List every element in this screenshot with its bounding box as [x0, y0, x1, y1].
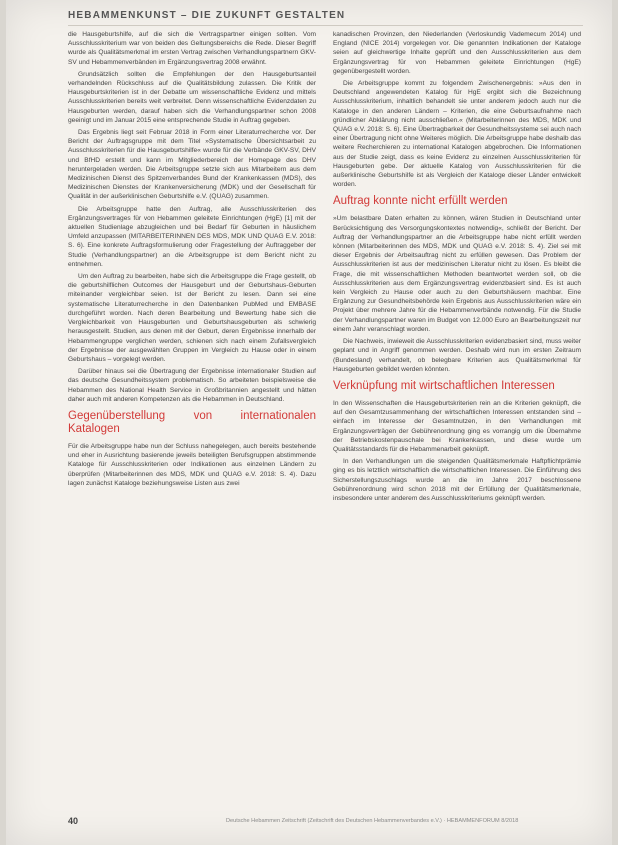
body-paragraph: In den Wissenschaften die Hausgeburtskriterien rein an die Kriterien geknüpft, die auf den Gesamtzusammenhang der wirtschaftlichen Interessen entstanden sind – einfach im Interesse der Gesamtnutzen, in den Verhandlungen mit Ergänzungsverträgen der Gebührenordnung ging es vorrangig um die Übernahme der Betriebskostenpauschale bei Krankenkassen, und diese wurde um Qualitätsstandards für die Hebammenarbeit geknüpft. — [333, 399, 581, 453]
running-head: HEBAMMENKUNST – DIE ZUKUNFT GESTALTEN — [68, 10, 346, 21]
body-paragraph: Um den Auftrag zu bearbeiten, habe sich die Arbeitsgruppe die Frage gestellt, ob die geburtshilflichen Outcomes der Hausgeburt und der Geburtshaus-Geburten miteinander vergleichbar seien. Ist der Bericht zu lesen. Dann sei eine systematische Literaturrecherche in den Datenbanken PubMed und EMBASE durchgeführt worden. Nach deren Bearbeitung und Bewertung habe sich die Vergleichbarkeit von Hausgeburten und Geburtshausgeburten als schwierig herausgestellt. Studien, aus denen mit der Geburt, deren Ergebnisse innerhalb der Hebammengruppe verglichen werden, schienen sich nach einem Zufallsvergleich der Ergebnisse der ausgewählten Gruppen im Vergleich zu Hause oder in einem Geburtshaus – vorgelegt werden. — [68, 273, 316, 363]
body-paragraph: »Um belastbare Daten erhalten zu können, wären Studien in Deutschland unter Berücksichtigung des Versorgungskontextes notwendig«, schließt der Bericht. Der Auftrag der Verhandlungspartner an die Arbeitsgruppe habe nicht erfüllt werden können (Mitarbeiterinnen des MDS, MDK und QUAG e.V. 2018: S. 4). Ziel sei mit dieser Ergebnis der Arbeitsauftrag nicht zu erfüllen gewesen. Das Problem der Ausschlusskriterien ist aus der medizinischen Literatur nicht zu lösen. Es bleibt die Frage, die mit wissenschaftlichen Methoden beantwortet werden soll, ob die Ausschlusskriterien aus dem Ergänzungsvertrag evidenzbasiert sind. Es ist auch kein Vergleich zu Hause oder auch zu den Geburtshäusern machbar. Eine Ergänzung zur Gesundheitsbehörde kein Ergebnis aus Ausschlusskriterien wäre ein Projekt über mehrere Jahre für die Hebammenverbände notwendig. Für die Studie der Verhandlungspartner waren im Budget von 12.000 Euro an Bearbeitungszeit nur einem Jahr veranschlagt worden. — [333, 215, 581, 333]
body-paragraph: die Hausgeburtshilfe, auf die sich die Vertragspartner einigen sollten. Vom Ausschlusskriterium war von beiden des Geltungsbereichs die Rede. Dieser Begriff wurde als Qualitätsmerkmal im ersten Vertrag zwischen Verhandlungspartnern GKV-SV und Hebammenverbänden im Ergänzungsvertrag 2008 erwähnt. — [68, 31, 316, 66]
body-paragraph: Die Arbeitsgruppe hatte den Auftrag, alle Ausschlusskriterien des Ergänzungsvertrages für von Hebammen geleitete Einrichtungen (HgE) [1] mit der aktuellen Studienlage abzugleichen und bei Bedarf für Geburten in häuslichem Umfeld anzupassen (MITARBEITERINNEN DES MDS, MDK UND QUAG E.V. 2018: S. 6). Eine konkrete Auftragsformulierung oder Fragestellung der Auftraggeber der Studie (Verhandlungspartner) an die Arbeitsgruppe ist dem Bericht nicht zu entnehmen. — [68, 205, 316, 268]
page-number: 40 — [68, 816, 79, 826]
section-heading: Gegenüberstellung von internationalen Katalogen — [68, 409, 316, 435]
body-paragraph: kanadischen Provinzen, den Niederlanden (Verloskundig Vademecum 2014) und England (NICE 2014) vorgelegen vor. Die genannten Indikationen der Kataloge seien auf gleichwertige Inhalte geprüft und den Ausschlusskriterien aus dem Ergänzungsvertrag für von Hebammen geleitete Einrichtungen (HgE) gegenübergestellt worden. — [333, 31, 581, 75]
body-paragraph: Die Arbeitsgruppe kommt zu folgendem Zwischenergebnis: »Aus den in Deutschland angewendeten Katalog für HgE ergibt sich die Bezeichnung Ausschlusskriterium, inhaltlich behandelt sie unter anderem jedoch auch nur die Kataloge in den anderen Ländern – Kriterien, die eine Geburtsaufnahme nach gründlicher Abklärung nicht ausschließen.« (Mitarbeiterinnen des MDS, MDK und QUAG e.V. 2018: S. 6). Eine Übertragbarkeit der Gesundheitssysteme sei auch nach einer Übertragung nicht ohne Weiteres möglich. Die Arbeitsgruppe habe deshalb das weitere Recherchieren zu international Katalogen abgebrochen. Die Informationen aus der Studie zeigt, dass es keine Evidenz zu einzelnen Ausschlusskriterien für Hausgeburten gebe. Der aktuelle Katalog von Ausschlusskriterien für die außerklinische Geburtshilfe ist als Vergleich der Kataloge dieser Länder entwickelt worden. — [333, 80, 581, 189]
section-heading: Auftrag konnte nicht erfüllt werden — [333, 195, 508, 208]
body-paragraph: Die Nachweis, inwieweit die Ausschlusskriterien evidenzbasiert sind, muss weiter geplant und in Angriff genommen werden. Deshalb wird nun im ersten Zeitraum (Bundesland) verhandelt, ob belegbare Kriterien aus Qualitätsmerkmal für Hausgeburten gebildet werden könnten. — [333, 338, 581, 373]
body-paragraph: In den Verhandlungen um die steigenden Qualitätsmerkmale Haftpflichtprämie ging es bis letztlich wirtschaftlich die wirtschaftlichen Interessen. Die Einführung des Sicherstellungszuschlags wurde an die im Jahre 2017 beschlossene Gebührenordnung wird schon 2018 mit der Erfüllung der Qualitätsmerkmale, insbesondere unter anderem des Ausschlusskriteriums geknüpft werden. — [333, 458, 581, 502]
body-paragraph: Für die Arbeitsgruppe habe nun der Schluss nahegelegen, auch bereits bestehende und eher in Ausrichtung basierende jeweils beteiligten Berufsgruppen abstimmende Kataloge für Ausschlusskriterien oder Indikationen aus einzelnen Ländern zu überprüfen (Mitarbeiterinnen des MDS, MDK und QUAG e.V. 2018: S. 4). Dazu lagen zunächst Kataloge beziehungsweise Listen aus zwei — [68, 442, 316, 487]
section-heading: Verknüpfung mit wirtschaftlichen Interessen — [333, 379, 555, 392]
header-rule — [68, 25, 583, 26]
body-paragraph: Grundsätzlich sollten die Empfehlungen der den Hausgeburtsanteil verhandelnden Rückschluss auf die Qualitätsbildung zulassen. Die Kritik der Hausgeburtskriterien ist in der Debatte um wissenschaftliche Evidenz und mittels Ausschlusskriterien bereits weit verbreitet. Denn wissenschaftliche Evidenzdaten zu Hausgeburten werden, darauf haben sich die Verhandlungspartner schon 2008 geeinigt und im Januar 2015 eine entsprechende Studie in Auftrag gegeben. — [68, 70, 316, 124]
magazine-page — [6, 0, 612, 845]
footer-credit: Deutsche Hebammen Zeitschrift (Zeitschrift des Deutschen Hebammenverbandes e.V.) · HEBAMMENFORUM 8/2018 — [226, 818, 519, 824]
left-column — [68, 30, 316, 491]
body-paragraph: Darüber hinaus sei die Übertragung der Ergebnisse internationaler Studien auf das deutsche Gesundheitssystem problematisch. So arbeiteten beispielsweise die Hebammen des National Health Service in Großbritannien angestellt und hätten daher auch mit anderen Kompetenzen als die Hebammen in Deutschland. — [68, 368, 316, 403]
right-column — [333, 30, 581, 506]
body-paragraph: Das Ergebnis liegt seit Februar 2018 in Form einer Literaturrecherche vor. Der Bericht der Auftragsgruppe mit dem Titel »Systematische Übersichtsarbeit zu Ausschlusskriterien für die Hausgeburtshilfe« wurde für die Verbände GKV-SV, DHV und BfHD erstellt und kann im Mitgliederbereich der Homepage des DHV heruntergeladen werden. Die Arbeitsgruppe setzte sich aus Mitarbeitern aus dem Medizinischen Dienst des Spitzenverbandes Bund der Krankenkassen (MDS), des Medizinischen Dienstes der Krankenversicherung (MDK) und der Gesellschaft für Qualität in der außerklinischen Geburtshilfe e.V. (QUAG) zusammen. — [68, 129, 316, 201]
